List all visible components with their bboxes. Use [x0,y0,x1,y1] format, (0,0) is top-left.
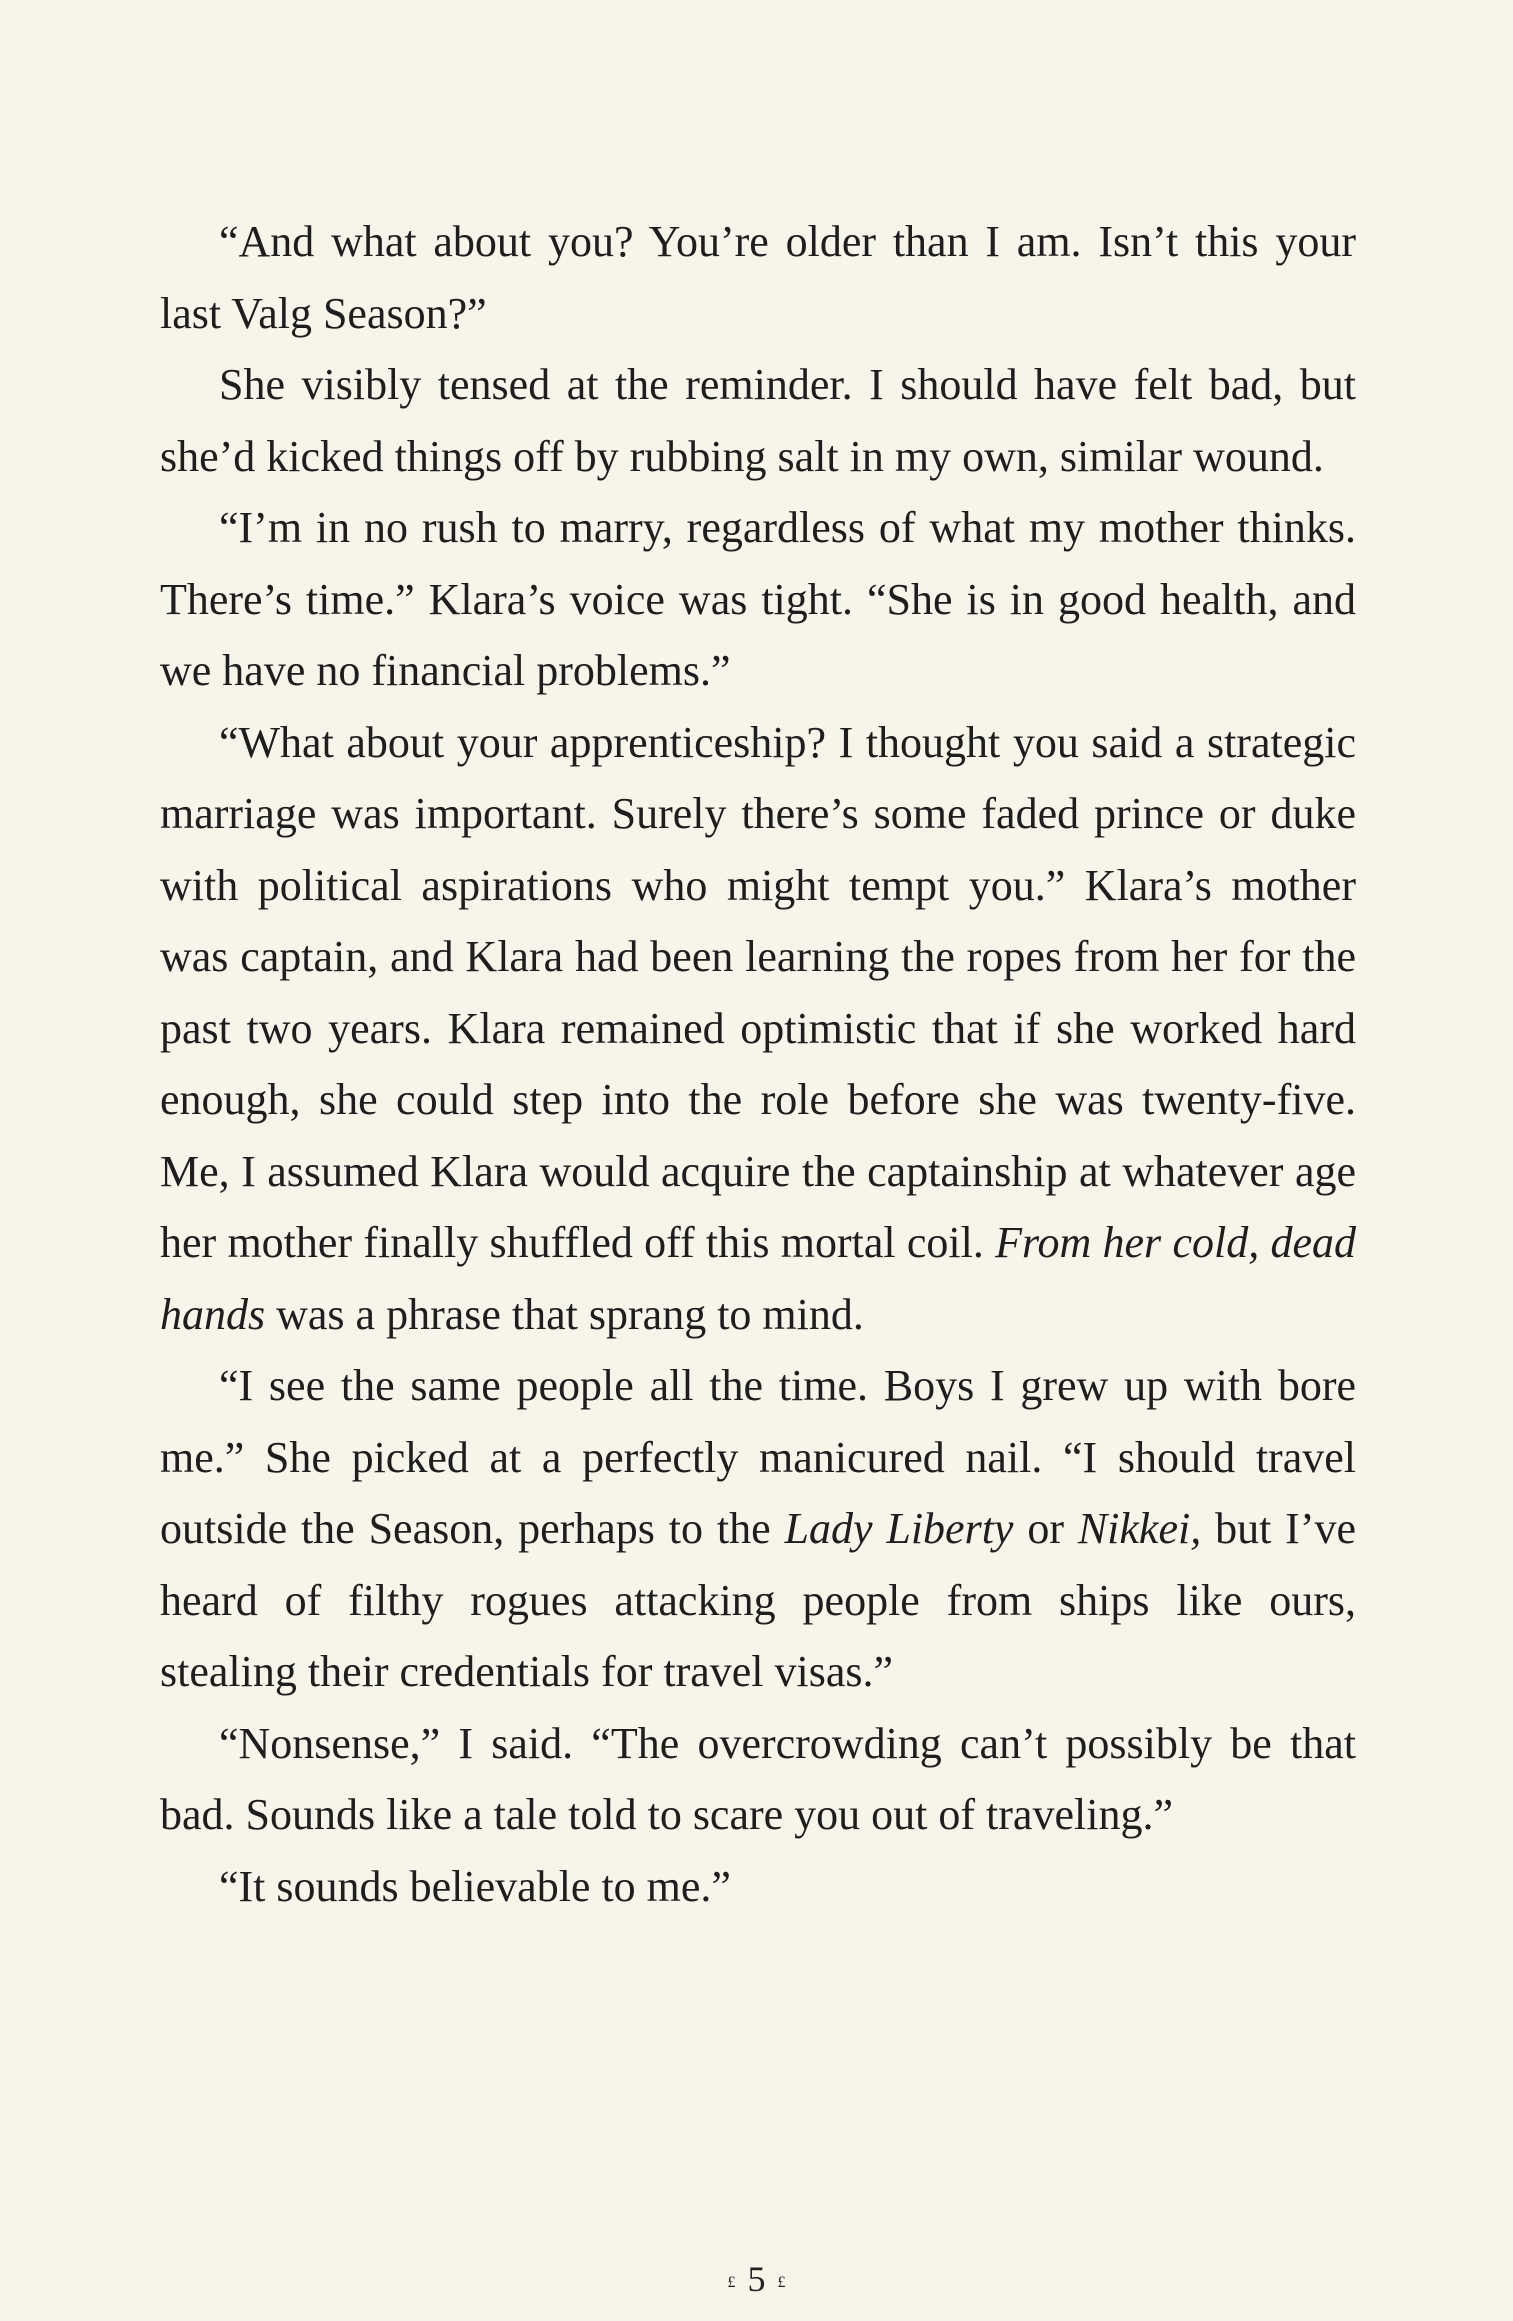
paragraph [160,1708,1356,1851]
ornament-left: £ [727,2274,736,2291]
italic-text-run: From her cold, dead hands [160,1218,1356,1339]
text-run: “I see the same people all the time. Boys I grew up with bore me.” She picked at a perfectly manicured nail. “I should travel outside the Season, perhaps to the [160,1361,1356,1553]
page-number-footer [0,2258,1513,2300]
italic-text-run: Nikkei, [1077,1504,1202,1553]
text-run: “Nonsense,” I said. “The overcrowding can’t possibly be that bad. Sounds like a tale told to scare you out of traveling.” [160,1718,1356,1839]
text-run: was a phrase that sprang to mind. [265,1289,864,1339]
text-run: but I’ve heard of filthy rogues attacking people from ships like ours, stealing their credentials for travel visas.” [160,1504,1356,1696]
text-run: “And what about you? You’re older than I am. Isn’t this your last Valg Season?” [160,217,1356,338]
ornament-right: £ [777,2274,786,2291]
text-run: “I’m in no rush to marry, regardless of what my mother thinks. There’s time.” Klara’s voice was tight. “She is in good health, and we have no financial problems.” [160,503,1356,695]
body-text [160,206,1356,1922]
paragraph [160,492,1356,707]
paragraph [160,1350,1356,1708]
paragraph [160,1851,1356,1923]
italic-text-run: Lady Liberty [784,1504,1014,1553]
paragraph [160,349,1356,492]
paragraph [160,707,1356,1351]
text-run: She visibly tensed at the reminder. I should have felt bad, but she’d kicked things off by rubbing salt in my own, similar wound. [160,360,1356,481]
page-number: 5 [747,2259,766,2299]
paragraph [160,206,1356,349]
text-run: or [1013,1504,1078,1553]
text-run: “What about your apprenticeship? I thought you said a strategic marriage was important. Surely there’s some faded prince or duke with political aspirations who might tempt you.” Klara’s mother was captain, and Klara had been learning the ropes from her for the past two years. Klara remained optimistic that if she worked hard enough, she could step into the role before she was twenty-five. Me, I assumed Klara would acquire the captainship at whatever age her mother finally shuffled off this mortal coil. [160,717,1356,1267]
text-run: “It sounds believable to me.” [219,1861,731,1911]
